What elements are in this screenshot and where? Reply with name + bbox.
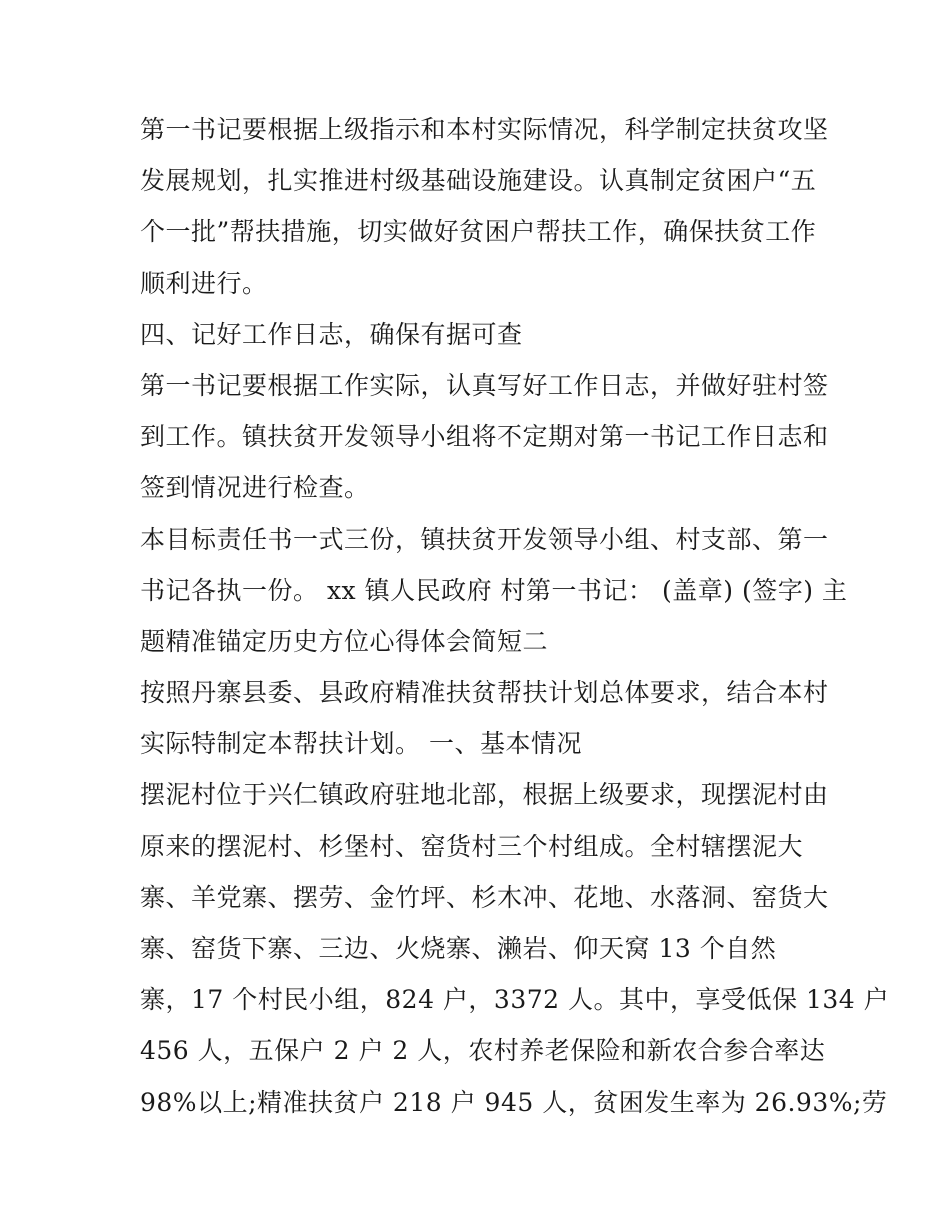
- text-line: 发展规划，扎实推进村级基础设施建设。认真制定贫困户“五: [140, 166, 817, 196]
- text-line: 书记各执一份。 xx 镇人民政府 村第一书记： (盖章) (签字) 主: [140, 575, 848, 605]
- text-line: 本目标责任书一式三份，镇扶贫开发领导小组、村支部、第一: [140, 524, 829, 554]
- text-line: 寨，17 个村民小组，824 户，3372 人。其中，享受低保 134 户: [140, 985, 890, 1015]
- text-line: 顺利进行。: [140, 268, 268, 298]
- text-line: 98%以上;精准扶贫户 218 户 945 人，贫困发生率为 26.93%;劳: [140, 1087, 888, 1117]
- text-line: 个一批”帮扶措施，切实做好贫困户帮扶工作，确保扶贫工作: [140, 217, 817, 247]
- text-line: 按照丹寨县委、县政府精准扶贫帮扶计划总体要求，结合本村: [140, 678, 829, 708]
- text-line: 题精准锚定历史方位心得体会简短二: [140, 626, 549, 656]
- text-line: 摆泥村位于兴仁镇政府驻地北部，根据上级要求，现摆泥村由: [140, 780, 829, 810]
- text-line: 456 人，五保户 2 户 2 人，农村养老保险和新农合参合率达: [140, 1036, 826, 1066]
- text-line: 到工作。镇扶贫开发领导小组将不定期对第一书记工作日志和: [140, 422, 829, 452]
- text-line: 实际特制定本帮扶计划。 一、基本情况: [140, 729, 582, 759]
- text-line: 原来的摆泥村、杉堡村、窑货村三个村组成。全村辖摆泥大: [140, 831, 804, 861]
- text-line: 寨、羊党寨、摆劳、金竹坪、杉木冲、花地、水落洞、窑货大: [140, 882, 829, 912]
- text-line: 签到情况进行检查。: [140, 473, 370, 503]
- text-line: 第一书记要根据上级指示和本村实际情况，科学制定扶贫攻坚: [140, 115, 829, 144]
- section-heading: 四、记好工作日志，确保有据可查: [140, 319, 523, 349]
- document-body: [140, 104, 890, 1128]
- text-line: 第一书记要根据工作实际，认真写好工作日志，并做好驻村签: [140, 370, 829, 400]
- text-line: 寨、窑货下寨、三边、火烧寨、濑岩、仰天窝 13 个自然: [140, 934, 777, 963]
